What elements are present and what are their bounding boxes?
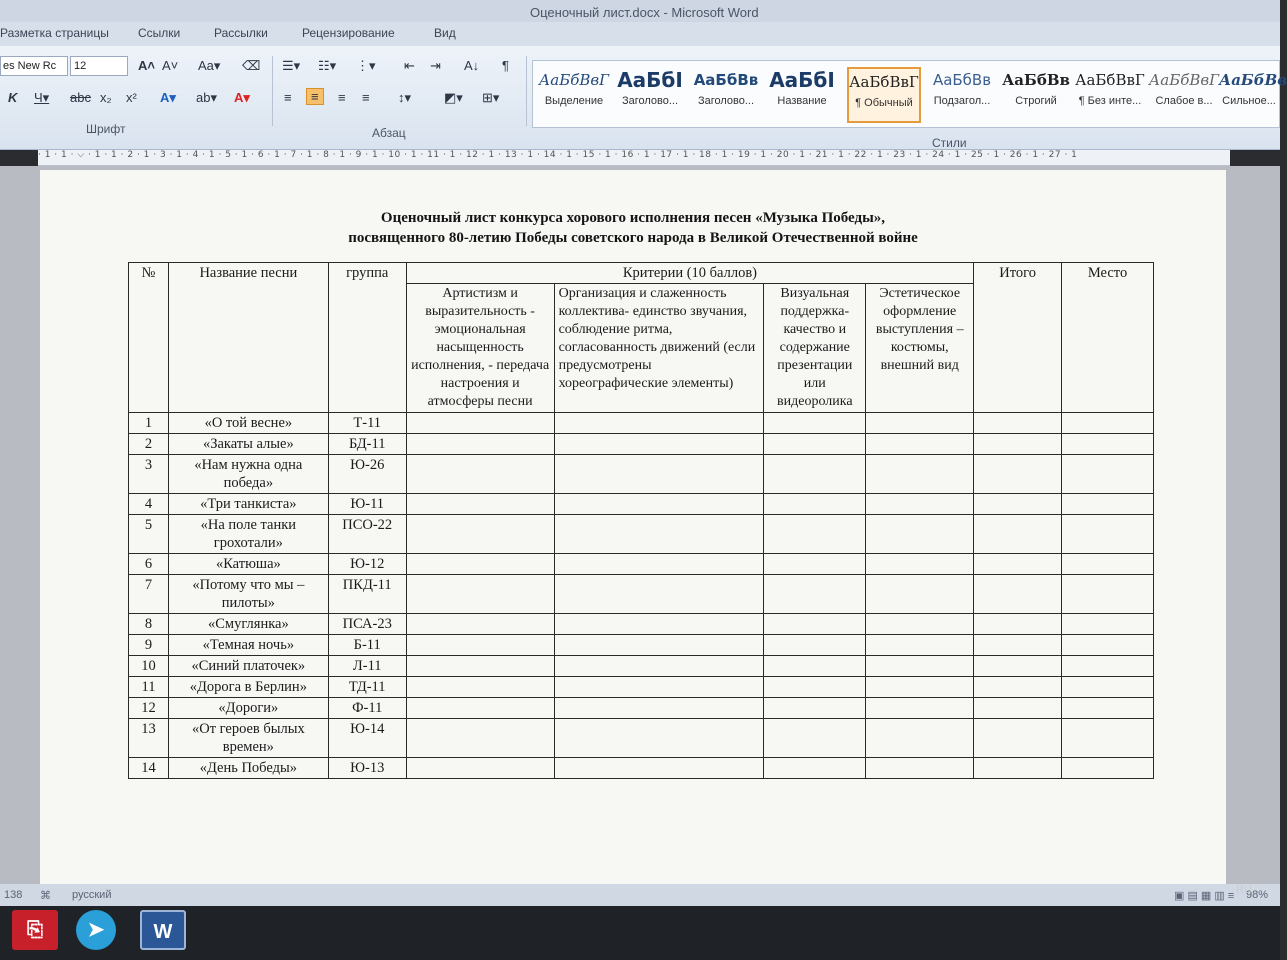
cell-place[interactable]	[1062, 494, 1154, 515]
cell-place[interactable]	[1062, 515, 1154, 554]
text-effects-icon[interactable]: A▾	[160, 90, 176, 105]
shrink-font-icon[interactable]: A˅	[162, 58, 179, 73]
style-sample: АаБбВвГ	[1148, 71, 1220, 89]
cell-total[interactable]	[974, 575, 1062, 614]
criterion-visual-support: Визуальная поддержка- качество и содержание презентации или видеоролика	[764, 284, 866, 413]
cell-score-visual[interactable]	[764, 656, 866, 677]
table-row	[129, 494, 1154, 515]
table-row	[129, 515, 1154, 554]
borders-icon[interactable]: ⊞▾	[482, 90, 500, 105]
cell-score-aesthetics[interactable]	[866, 614, 974, 635]
style-name: ¶ Без инте...	[1078, 95, 1142, 107]
table-body	[129, 413, 1154, 779]
change-case-icon[interactable]: Aa▾	[198, 58, 221, 73]
cell-place[interactable]	[1062, 719, 1154, 758]
style-heading-2[interactable]	[689, 67, 763, 123]
cell-score-artistry[interactable]	[406, 494, 554, 515]
cell-song[interactable]: «День Победы»	[168, 758, 328, 779]
table-row	[129, 656, 1154, 677]
style-sample: АаБбВв	[1219, 71, 1287, 89]
cell-total[interactable]	[974, 758, 1062, 779]
style-name: Строгий	[1015, 95, 1057, 107]
numbering-icon[interactable]: ☷▾	[318, 58, 337, 73]
cell-place[interactable]	[1062, 554, 1154, 575]
tab-view[interactable]: Вид	[434, 26, 456, 40]
style-no-spacing[interactable]	[1073, 67, 1147, 123]
cell-group[interactable]: Ю-12	[328, 554, 406, 575]
cell-group[interactable]: Б-11	[328, 635, 406, 656]
document-page[interactable]	[40, 170, 1226, 884]
cell-score-organization[interactable]	[554, 635, 764, 656]
group-font-label: Шрифт	[86, 122, 126, 136]
align-right-icon[interactable]: ≡	[338, 90, 346, 105]
cell-score-aesthetics[interactable]	[866, 413, 974, 434]
style-sample: АаБбВвГ	[538, 71, 610, 89]
cell-score-aesthetics[interactable]	[866, 758, 974, 779]
table-row	[129, 698, 1154, 719]
ribbon	[0, 46, 1287, 150]
telegram-app-icon[interactable]: ➤	[76, 910, 116, 950]
cell-place[interactable]	[1062, 635, 1154, 656]
title-bar	[0, 0, 1280, 22]
word-app-icon[interactable]: W	[140, 910, 186, 950]
style-name: Сильное...	[1222, 95, 1276, 107]
cell-song[interactable]: «Синий платочек»	[168, 656, 328, 677]
evaluation-table[interactable]	[128, 262, 1154, 779]
cell-score-aesthetics[interactable]	[866, 554, 974, 575]
multilevel-list-icon[interactable]: ⋮▾	[356, 58, 376, 73]
tab-review[interactable]: Рецензирование	[302, 26, 395, 40]
cell-score-organization[interactable]	[554, 434, 764, 455]
word-count[interactable]: 138	[4, 889, 23, 901]
document-area	[0, 166, 1280, 884]
cell-score-visual[interactable]	[764, 698, 866, 719]
style-sample: АаБбВв	[1002, 71, 1070, 89]
table-row	[129, 575, 1154, 614]
cell-group[interactable]: Ю-13	[328, 758, 406, 779]
cell-song[interactable]: «Темная ночь»	[168, 635, 328, 656]
highlight-icon[interactable]: ab▾	[196, 90, 217, 105]
cell-number[interactable]: 2	[129, 434, 169, 455]
cell-total[interactable]	[974, 614, 1062, 635]
language-indicator[interactable]: русский	[72, 889, 112, 901]
style-sample: АаБбВв	[693, 71, 759, 89]
cell-score-artistry[interactable]	[406, 455, 554, 494]
style-name: Заголово...	[697, 95, 755, 107]
cell-place[interactable]	[1062, 677, 1154, 698]
cell-score-organization[interactable]	[554, 554, 764, 575]
cell-group[interactable]: Ф-11	[328, 698, 406, 719]
cell-score-artistry[interactable]	[406, 413, 554, 434]
cell-number[interactable]: 10	[129, 656, 169, 677]
superscript-icon[interactable]: x²	[126, 90, 137, 105]
cell-song[interactable]: «О той весне»	[168, 413, 328, 434]
group-styles-label: Стили	[932, 136, 967, 150]
cell-score-aesthetics[interactable]	[866, 455, 974, 494]
heading-line-1: Оценочный лист конкурса хорового исполнения песен «Музыка Победы»,	[380, 210, 886, 226]
underline-icon[interactable]: Ч▾	[34, 90, 50, 105]
cell-group[interactable]: ПКД-11	[328, 575, 406, 614]
document-heading	[40, 208, 1226, 248]
cell-score-visual[interactable]	[764, 614, 866, 635]
subscript-icon[interactable]: x₂	[100, 90, 112, 105]
ribbon-tabs	[0, 22, 1280, 46]
style-name: Подзагол...	[933, 95, 991, 107]
table-row	[129, 719, 1154, 758]
style-subtitle[interactable]	[925, 67, 999, 123]
cell-number[interactable]: 13	[129, 719, 169, 758]
cell-score-organization[interactable]	[554, 698, 764, 719]
cell-score-organization[interactable]	[554, 413, 764, 434]
cell-number[interactable]: 7	[129, 575, 169, 614]
style-subtle-emphasis[interactable]	[1147, 67, 1221, 123]
cell-place[interactable]	[1062, 698, 1154, 719]
font-size-select[interactable]: 12	[70, 56, 128, 76]
style-intense-emphasis[interactable]	[1219, 67, 1287, 123]
clear-format-icon[interactable]: ⌫	[242, 58, 261, 73]
cell-score-aesthetics[interactable]	[866, 515, 974, 554]
table-row	[129, 413, 1154, 434]
cell-total[interactable]	[974, 554, 1062, 575]
heading-line-2: посвященного 80-летию Победы советского народа в Великой Отечественной войне	[348, 230, 918, 246]
increase-indent-icon[interactable]: ⇥	[430, 58, 441, 73]
cell-number[interactable]: 8	[129, 614, 169, 635]
cell-score-organization[interactable]	[554, 455, 764, 494]
cell-group[interactable]: ПСО-22	[328, 515, 406, 554]
cell-score-artistry[interactable]	[406, 635, 554, 656]
tab-mailings[interactable]: Рассылки	[214, 26, 268, 40]
cell-group[interactable]: Т-11	[328, 413, 406, 434]
criterion-organization: Организация и слаженность коллектива- единство звучания, соблюдение ритма, согласованность движений (если предусмотрены хореографические элементы)	[554, 284, 764, 413]
cell-total[interactable]	[974, 494, 1062, 515]
style-sample: АаБбВв	[932, 71, 992, 89]
cell-song[interactable]: «Дороги»	[168, 698, 328, 719]
cell-score-visual[interactable]	[764, 677, 866, 698]
style-sample: АаБбI	[617, 68, 683, 92]
style-heading-1[interactable]	[613, 67, 687, 123]
horizontal-ruler[interactable]: · 1 · 1 · ⌵ · 1 · 1 · 2 · 1 · 3 · 1 · 4 · 1 · 5 · 1 · 6 · 1 · 7 · 1 · 8 · 1 · 9 · 1 · 10 · 1 · 11 · 1 · 12 · 1 · 13 · 1 · 14 · 1 · 15 · 1 · 16 · 1 · 17 · 1 · 18 · 1 · 19 · 1 · 20 · 1 · 21 · 1 · 22 · 1 · 23 · 1 · 24 · 1 · 25 · 1 · 26 · 1 · 27 · 1	[38, 150, 1230, 166]
table-row	[129, 635, 1154, 656]
cell-song[interactable]: «От героев былых времен»	[168, 719, 328, 758]
cell-score-organization[interactable]	[554, 575, 764, 614]
justify-icon[interactable]: ≡	[362, 90, 370, 105]
cell-score-artistry[interactable]	[406, 614, 554, 635]
cell-score-visual[interactable]	[764, 635, 866, 656]
cell-score-visual[interactable]	[764, 758, 866, 779]
cell-group[interactable]: Ю-14	[328, 719, 406, 758]
cell-total[interactable]	[974, 455, 1062, 494]
table-row	[129, 554, 1154, 575]
cell-total[interactable]	[974, 698, 1062, 719]
align-left-icon[interactable]: ≡	[284, 90, 292, 105]
cell-song[interactable]: «Закаты алые»	[168, 434, 328, 455]
cell-score-aesthetics[interactable]	[866, 698, 974, 719]
cell-score-artistry[interactable]	[406, 698, 554, 719]
cell-total[interactable]	[974, 719, 1062, 758]
cell-score-artistry[interactable]	[406, 515, 554, 554]
col-header-criteria: Критерии (10 баллов)	[406, 263, 974, 284]
cell-song[interactable]: «Нам нужна одна победа»	[168, 455, 328, 494]
pdf-app-icon[interactable]: ⎘	[12, 910, 58, 950]
cell-song[interactable]: «Потому что мы – пилоты»	[168, 575, 328, 614]
strikethrough-icon[interactable]: abc	[70, 90, 91, 105]
cell-score-artistry[interactable]	[406, 677, 554, 698]
cell-score-organization[interactable]	[554, 494, 764, 515]
style-name: Название	[777, 95, 827, 107]
cell-place[interactable]	[1062, 455, 1154, 494]
cell-place[interactable]	[1062, 413, 1154, 434]
style-sample: АаБбВвГ	[849, 73, 919, 91]
cell-number[interactable]: 1	[129, 413, 169, 434]
cell-number[interactable]: 11	[129, 677, 169, 698]
style-sample: АаБбI	[769, 68, 835, 92]
cell-group[interactable]: Ю-26	[328, 455, 406, 494]
cell-group[interactable]: ПСА-23	[328, 614, 406, 635]
cell-group[interactable]: Л-11	[328, 656, 406, 677]
criterion-artistry: Артистизм и выразительность - эмоциональная насыщенность исполнения, - передача настроения и атмосферы песни	[406, 284, 554, 413]
style-normal[interactable]	[847, 67, 921, 123]
cell-score-organization[interactable]	[554, 677, 764, 698]
cell-total[interactable]	[974, 635, 1062, 656]
cell-score-visual[interactable]	[764, 554, 866, 575]
proofing-icon[interactable]: ⌘	[40, 890, 51, 902]
cell-number[interactable]: 9	[129, 635, 169, 656]
cell-score-aesthetics[interactable]	[866, 677, 974, 698]
pilcrow-icon[interactable]: ¶	[502, 58, 509, 73]
cell-score-artistry[interactable]	[406, 758, 554, 779]
cell-total[interactable]	[974, 515, 1062, 554]
cell-song[interactable]: «На поле танки грохотали»	[168, 515, 328, 554]
table-row	[129, 677, 1154, 698]
cell-group[interactable]: ТД-11	[328, 677, 406, 698]
criterion-aesthetics: Эстетическое оформление выступления – костюмы, внешний вид	[866, 284, 974, 413]
style-name: Заголово...	[621, 95, 679, 107]
ribbon-separator	[526, 56, 527, 126]
cell-place[interactable]	[1062, 656, 1154, 677]
cell-place[interactable]	[1062, 614, 1154, 635]
status-bar	[0, 884, 1280, 906]
cell-score-organization[interactable]	[554, 614, 764, 635]
col-header-total: Итого	[974, 263, 1062, 413]
cell-place[interactable]	[1062, 434, 1154, 455]
cell-total[interactable]	[974, 656, 1062, 677]
shading-icon[interactable]: ◩▾	[444, 90, 463, 105]
col-header-place: Место	[1062, 263, 1154, 413]
align-center-icon[interactable]: ≡	[306, 88, 324, 105]
ribbon-separator	[272, 56, 273, 126]
style-title[interactable]	[765, 67, 839, 123]
cell-number[interactable]: 4	[129, 494, 169, 515]
cell-score-visual[interactable]	[764, 434, 866, 455]
cell-score-aesthetics[interactable]	[866, 635, 974, 656]
cell-score-organization[interactable]	[554, 758, 764, 779]
col-header-song: Название песни	[168, 263, 328, 413]
cell-song[interactable]: «Три танкиста»	[168, 494, 328, 515]
window-title: Оценочный лист.docx - Microsoft Word	[530, 5, 759, 20]
cell-score-visual[interactable]	[764, 413, 866, 434]
style-name: ¶ Обычный	[855, 97, 913, 109]
cell-score-artistry[interactable]	[406, 434, 554, 455]
decrease-indent-icon[interactable]: ⇤	[404, 58, 415, 73]
cell-song[interactable]: «Катюша»	[168, 554, 328, 575]
cell-score-artistry[interactable]	[406, 554, 554, 575]
sort-icon[interactable]: A↓	[464, 58, 480, 73]
cell-score-visual[interactable]	[764, 494, 866, 515]
cell-score-visual[interactable]	[764, 455, 866, 494]
cell-score-aesthetics[interactable]	[866, 494, 974, 515]
grow-font-icon[interactable]: A˄	[138, 58, 155, 73]
table-row	[129, 614, 1154, 635]
italic-icon[interactable]: K	[8, 90, 18, 105]
cell-score-visual[interactable]	[764, 515, 866, 554]
cell-score-artistry[interactable]	[406, 656, 554, 677]
cell-total[interactable]	[974, 434, 1062, 455]
cell-number[interactable]: 3	[129, 455, 169, 494]
cell-song[interactable]: «Смуглянка»	[168, 614, 328, 635]
tab-references[interactable]: Ссылки	[138, 26, 181, 40]
view-buttons-icon[interactable]: ▣ ▤ ▦ ▥ ≡	[1174, 890, 1235, 902]
cell-score-visual[interactable]	[764, 575, 866, 614]
cell-score-organization[interactable]	[554, 515, 764, 554]
font-name-select[interactable]: es New Rc	[0, 56, 68, 76]
cell-score-aesthetics[interactable]	[866, 719, 974, 758]
cell-score-organization[interactable]	[554, 719, 764, 758]
style-strong[interactable]	[999, 67, 1073, 123]
zoom-level[interactable]: 98%	[1246, 889, 1269, 901]
style-name: Выделение	[544, 95, 604, 107]
keyboard-locale[interactable]: RU	[1236, 884, 1252, 896]
cell-score-artistry[interactable]	[406, 575, 554, 614]
cell-total[interactable]	[974, 413, 1062, 434]
style-emphasis[interactable]	[537, 67, 611, 123]
style-sample: АаБбВвГ	[1075, 71, 1145, 89]
tab-page-layout[interactable]: Разметка страницы	[0, 26, 109, 40]
style-name: Слабое в...	[1155, 95, 1213, 107]
cell-score-aesthetics[interactable]	[866, 575, 974, 614]
styles-gallery	[532, 60, 1287, 128]
cell-place[interactable]	[1062, 575, 1154, 614]
cell-score-aesthetics[interactable]	[866, 434, 974, 455]
cell-score-aesthetics[interactable]	[866, 656, 974, 677]
col-header-group: группа	[328, 263, 406, 413]
table-row	[129, 758, 1154, 779]
col-header-number: №	[129, 263, 169, 413]
cell-score-visual[interactable]	[764, 719, 866, 758]
cell-group[interactable]: БД-11	[328, 434, 406, 455]
cell-place[interactable]	[1062, 758, 1154, 779]
table-row	[129, 434, 1154, 455]
line-spacing-icon[interactable]: ↕▾	[398, 90, 412, 105]
cell-number[interactable]: 12	[129, 698, 169, 719]
group-paragraph-label: Абзац	[372, 126, 406, 140]
cell-group[interactable]: Ю-11	[328, 494, 406, 515]
font-color-icon[interactable]: A▾	[234, 90, 250, 105]
cell-song[interactable]: «Дорога в Берлин»	[168, 677, 328, 698]
cell-total[interactable]	[974, 677, 1062, 698]
cell-score-artistry[interactable]	[406, 719, 554, 758]
cell-number[interactable]: 5	[129, 515, 169, 554]
cell-number[interactable]: 14	[129, 758, 169, 779]
table-row	[129, 455, 1154, 494]
cell-score-organization[interactable]	[554, 656, 764, 677]
cell-number[interactable]: 6	[129, 554, 169, 575]
bullets-icon[interactable]: ☰▾	[282, 58, 301, 73]
